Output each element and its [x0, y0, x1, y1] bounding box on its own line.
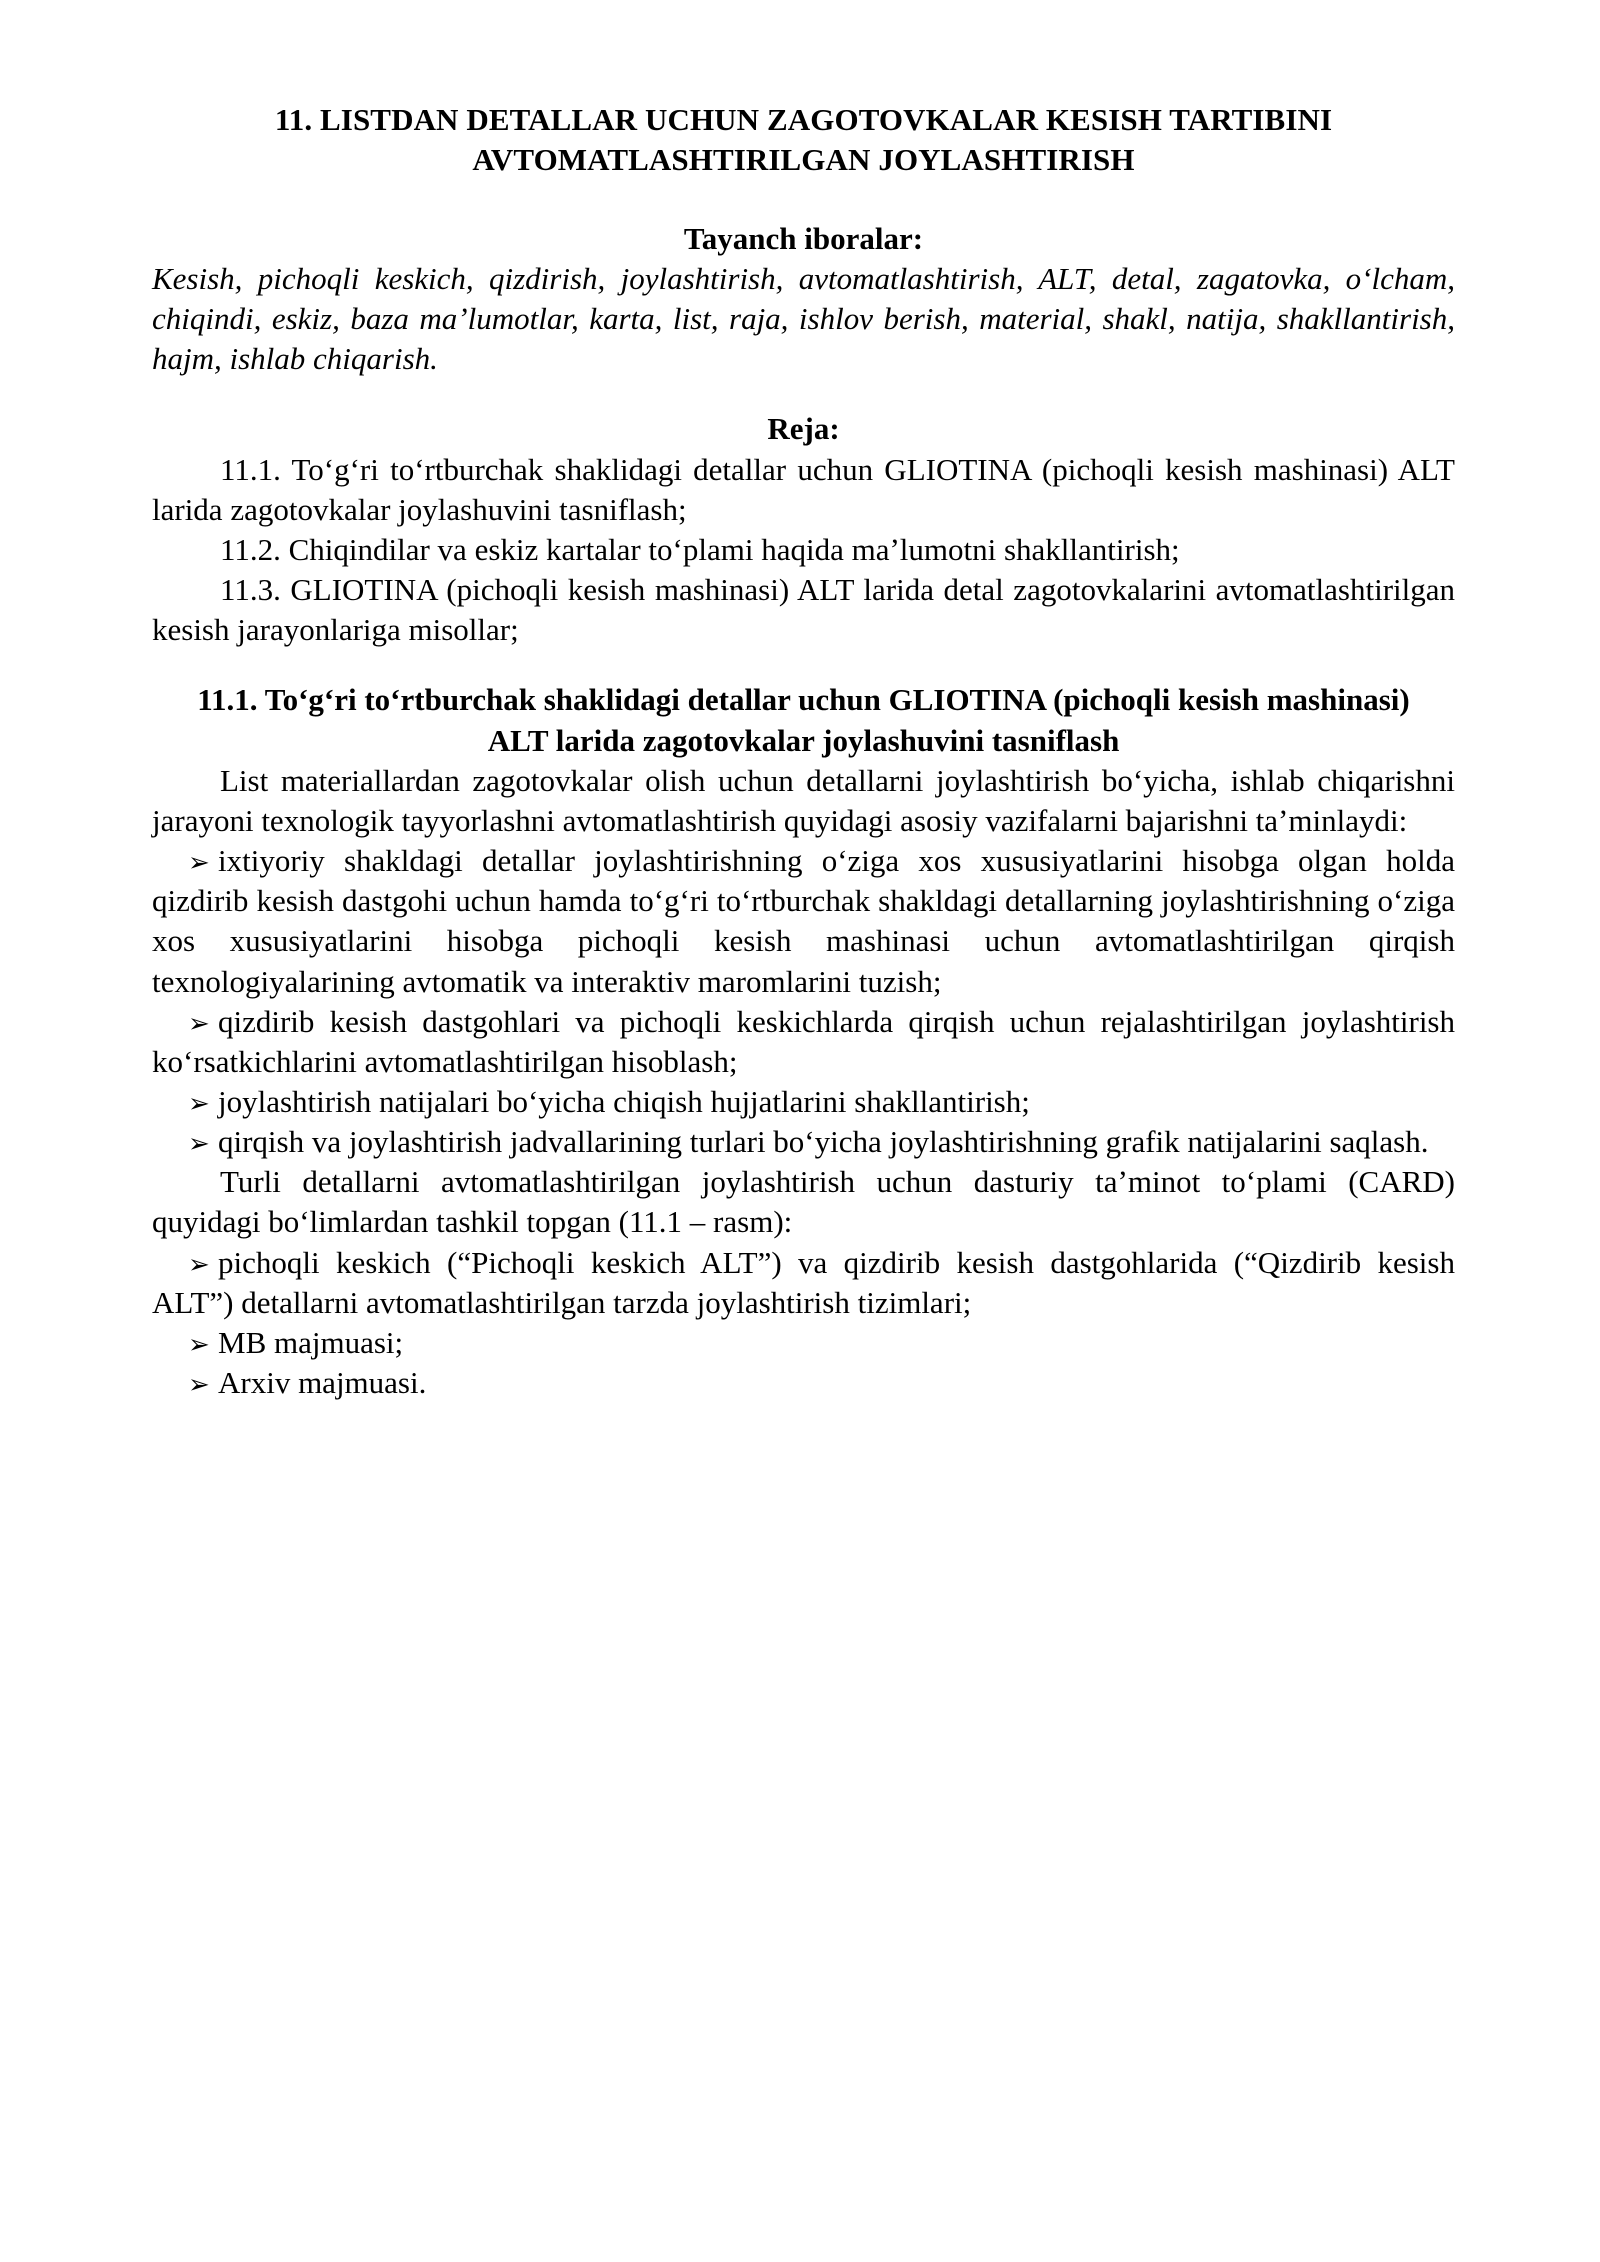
arrow-bullet-icon: ➢ [188, 1129, 210, 1160]
list-item-text: pichoqli keskich (“Pichoqli keskich ALT”) va qizdirib kesish dastgohlarida (“Qizdirib kesish ALT”) detallarni avtomatlashtirilgan tarzda joylashtirish tizimlari; [152, 1244, 1455, 1320]
card-paragraph: Turli detallarni avtomatlashtirilgan joylashtirish uchun dasturiy taʼminot toʻplami (CARD) quyidagi boʻlimlardan tashkil topgan (11.1 – rasm): [152, 1164, 1455, 1240]
arrow-bullet-icon: ➢ [188, 1008, 210, 1039]
list-item-text: qizdirib kesish dastgohlari va pichoqli keskichlarda qirqish uchun rejalashtirilgan joylashtirish koʻrsatkichlarini avtomatlashtirilgan hisoblash; [152, 1003, 1455, 1079]
keywords-heading: Tayanch iboralar: [683, 220, 924, 256]
plan-item-1: 11.1. Toʻgʻri toʻrtburchak shaklidagi detallar uchun GLIOTINA (pichoqli kesish mashinasi) ALT larida zagotovkalar joylashuvini tasniflash; [152, 451, 1455, 527]
list-item [152, 1002, 1455, 1082]
list-item-text: Arxiv majmuasi. [218, 1365, 427, 1401]
arrow-bullet-icon: ➢ [188, 1249, 210, 1280]
spacer [152, 181, 1455, 219]
list-item [152, 1082, 1455, 1122]
arrow-bullet-icon: ➢ [188, 1370, 210, 1401]
page-title-line-1: 11. LISTDAN DETALLAR UCHUN ZAGOTOVKALAR KESISH TARTIBINI [274, 102, 1333, 137]
page-title-line-2: AVTOMATLASHTIRILGAN JOYLASHTIRISH [472, 142, 1135, 178]
page-title [152, 100, 1455, 181]
arrow-bullet-icon: ➢ [188, 1089, 210, 1120]
list-item-text: joylashtirish natijalari boʻyicha chiqish hujjatlarini shakllantirish; [218, 1084, 1030, 1120]
arrow-bullet-icon: ➢ [188, 1329, 210, 1360]
spacer [152, 379, 1455, 409]
list-item [152, 1323, 1455, 1363]
list-item-text: qirqish va joylashtirish jadvallarining turlari boʻyicha joylashtirishning grafik natijalarini saqlash. [218, 1124, 1429, 1160]
arrow-bullet-icon: ➢ [188, 848, 210, 879]
list-item-text: MB majmuasi; [218, 1324, 404, 1360]
plan-item-3: 11.3. GLIOTINA (pichoqli kesish mashinasi) ALT larida detal zagotovkalarini avtomatlashtirilgan kesish jarayonlariga misollar; [152, 572, 1455, 648]
keywords-text: Kesish, pichoqli keskich, qizdirish, joylashtirish, avtomatlashtirish, ALT, detal, zagatovka, oʻlcham, chiqindi, eskiz, baza maʼlumotlar, karta, list, raja, ishlov berish, material, shakl, natija, shakllantirish, hajm, ishlab chiqarish. [152, 260, 1455, 377]
list-item [152, 1122, 1455, 1162]
list-item [152, 841, 1455, 1002]
spacer [152, 650, 1455, 680]
list-item [152, 1363, 1455, 1403]
list-item-text: ixtiyoriy shakldagi detallar joylashtirishning oʻziga xos xususiyatlarini hisobga olgan holda qizdirib kesish dastgohi uchun hamda toʻgʻri toʻrtburchak shakldagi detallarning joylashtirishning oʻziga xos xususiyatlarini hisobga pichoqli kesish mashinasi uchun avtomatlashtirilgan qirqish texnologiyalarining avtomatik va interaktiv maromlarini tuzish; [152, 843, 1455, 999]
section-intro-paragraph: List materiallardan zagotovkalar olish uchun detallarni joylashtirish boʻyicha, ishlab chiqarishni jarayoni texnologik tayyorlashni avtomatlashtirish quyidagi asosiy vazifalarni bajarishni taʼminlaydi: [152, 762, 1455, 839]
section-heading-11-1: 11.1. Toʻgʻri toʻrtburchak shaklidagi detallar uchun GLIOTINA (pichoqli kesish mashinasi) ALT larida zagotovkalar joylashuvini tasniflash [197, 682, 1410, 758]
plan-heading: Reja: [767, 411, 840, 447]
list-item [152, 1243, 1455, 1323]
plan-item-2: 11.2. Chiqindilar va eskiz kartalar toʻplami haqida maʼlumotni shakllantirish; [220, 531, 1180, 567]
